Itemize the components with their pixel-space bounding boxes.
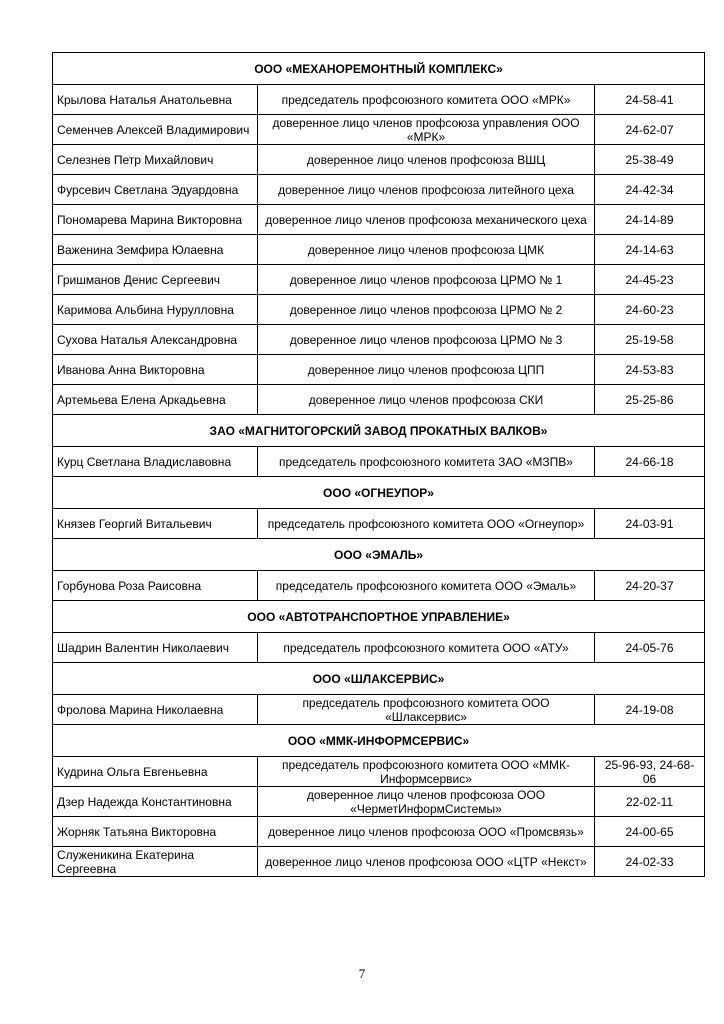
phone-number: 24-62-07: [595, 115, 705, 145]
position-title: доверенное лицо членов профсоюза литейного цеха: [258, 175, 595, 205]
section-header-row: [53, 415, 705, 447]
table-row: [53, 205, 705, 235]
person-name: Иванова Анна Викторовна: [53, 355, 258, 385]
phone-number: 24-03-91: [595, 509, 705, 539]
section-header-row: [53, 663, 705, 695]
section-header-row: [53, 539, 705, 571]
section-title: ООО «ММК-ИНФОРМСЕРВИС»: [53, 725, 705, 757]
phone-number: 24-02-33: [595, 847, 705, 877]
person-name: Крылова Наталья Анатольевна: [53, 85, 258, 115]
section-header-row: [53, 725, 705, 757]
table-row: [53, 85, 705, 115]
position-title: доверенное лицо членов профсоюза ЦПП: [258, 355, 595, 385]
table-row: [53, 509, 705, 539]
table-row: [53, 571, 705, 601]
section-title: ООО «ЭМАЛЬ»: [53, 539, 705, 571]
contacts-table: [52, 52, 705, 877]
phone-number: 25-25-86: [595, 385, 705, 415]
position-title: доверенное лицо членов профсоюза ЦМК: [258, 235, 595, 265]
person-name: Фурсевич Светлана Эдуардовна: [53, 175, 258, 205]
person-name: Горбунова Роза Раисовна: [53, 571, 258, 601]
phone-number: 24-00-65: [595, 817, 705, 847]
section-title: ООО «ШЛАКСЕРВИС»: [53, 663, 705, 695]
table-row: [53, 757, 705, 787]
position-title: председатель профсоюзного комитета ООО «Эмаль»: [258, 571, 595, 601]
person-name: Жорняк Татьяна Викторовна: [53, 817, 258, 847]
person-name: Семенчев Алексей Владимирович: [53, 115, 258, 145]
table-row: [53, 325, 705, 355]
section-title: ООО «АВТОТРАНСПОРТНОЕ УПРАВЛЕНИЕ»: [53, 601, 705, 633]
section-title: ЗАО «МАГНИТОГОРСКИЙ ЗАВОД ПРОКАТНЫХ ВАЛКОВ»: [53, 415, 705, 447]
phone-number: 24-45-23: [595, 265, 705, 295]
person-name: Служеникина Екатерина Сергеевна: [53, 847, 258, 877]
section-title: ООО «МЕХАНОРЕМОНТНЫЙ КОМПЛЕКС»: [53, 53, 705, 85]
position-title: председатель профсоюзного комитета ЗАО «МЗПВ»: [258, 447, 595, 477]
table-row: [53, 695, 705, 725]
table-row: [53, 115, 705, 145]
position-title: председатель профсоюзного комитета ООО «Шлаксервис»: [258, 695, 595, 725]
position-title: доверенное лицо членов профсоюза ЦРМО № 3: [258, 325, 595, 355]
person-name: Важенина Земфира Юлаевна: [53, 235, 258, 265]
position-title: председатель профсоюзного комитета ООО «ММК-Информсервис»: [258, 757, 595, 787]
phone-number: 22-02-11: [595, 787, 705, 817]
position-title: доверенное лицо членов профсоюза СКИ: [258, 385, 595, 415]
person-name: Сухова Наталья Александровна: [53, 325, 258, 355]
phone-number: 24-14-89: [595, 205, 705, 235]
phone-number: 25-19-58: [595, 325, 705, 355]
phone-number: 24-05-76: [595, 633, 705, 663]
person-name: Артемьева Елена Аркадьевна: [53, 385, 258, 415]
position-title: доверенное лицо членов профсоюза ООО «ЦТР «Некст»: [258, 847, 595, 877]
position-title: доверенное лицо членов профсоюза ЦРМО № 2: [258, 295, 595, 325]
table-row: [53, 447, 705, 477]
person-name: Дзер Надежда Константиновна: [53, 787, 258, 817]
person-name: Пономарева Марина Викторовна: [53, 205, 258, 235]
person-name: Фролова Марина Николаевна: [53, 695, 258, 725]
person-name: Селезнев Петр Михайлович: [53, 145, 258, 175]
phone-number: 24-19-08: [595, 695, 705, 725]
phone-number: 24-66-18: [595, 447, 705, 477]
position-title: председатель профсоюзного комитета ООО «МРК»: [258, 85, 595, 115]
phone-number: 25-38-49: [595, 145, 705, 175]
person-name: Курц Светлана Владиславовна: [53, 447, 258, 477]
table-row: [53, 235, 705, 265]
phone-number: 24-53-83: [595, 355, 705, 385]
section-header-row: [53, 477, 705, 509]
person-name: Каримова Альбина Нурулловна: [53, 295, 258, 325]
person-name: Кудрина Ольга Евгеньевна: [53, 757, 258, 787]
table-row: [53, 145, 705, 175]
phone-number: 24-42-34: [595, 175, 705, 205]
position-title: доверенное лицо членов профсоюза ВШЦ: [258, 145, 595, 175]
phone-number: 24-20-37: [595, 571, 705, 601]
position-title: председатель профсоюзного комитета ООО «АТУ»: [258, 633, 595, 663]
phone-number: 24-14-63: [595, 235, 705, 265]
table-row: [53, 385, 705, 415]
phone-number: 25-96-93, 24-68-06: [595, 757, 705, 787]
person-name: Князев Георгий Витальевич: [53, 509, 258, 539]
person-name: Гришманов Денис Сергеевич: [53, 265, 258, 295]
position-title: доверенное лицо членов профсоюза управления ООО «МРК»: [258, 115, 595, 145]
section-header-row: [53, 53, 705, 85]
table-row: [53, 847, 705, 877]
table-row: [53, 633, 705, 663]
position-title: доверенное лицо членов профсоюза ЦРМО № 1: [258, 265, 595, 295]
table-row: [53, 817, 705, 847]
contacts-table-body: [53, 53, 705, 877]
position-title: доверенное лицо членов профсоюза ООО «Промсвязь»: [258, 817, 595, 847]
position-title: доверенное лицо членов профсоюза ООО «ЧерметИнформСистемы»: [258, 787, 595, 817]
section-header-row: [53, 601, 705, 633]
position-title: доверенное лицо членов профсоюза механического цеха: [258, 205, 595, 235]
person-name: Шадрин Валентин Николаевич: [53, 633, 258, 663]
table-row: [53, 355, 705, 385]
section-title: ООО «ОГНЕУПОР»: [53, 477, 705, 509]
position-title: председатель профсоюзного комитета ООО «Огнеупор»: [258, 509, 595, 539]
table-row: [53, 265, 705, 295]
table-row: [53, 787, 705, 817]
table-row: [53, 175, 705, 205]
phone-number: 24-60-23: [595, 295, 705, 325]
table-row: [53, 295, 705, 325]
page-number: 7: [358, 966, 366, 981]
phone-number: 24-58-41: [595, 85, 705, 115]
